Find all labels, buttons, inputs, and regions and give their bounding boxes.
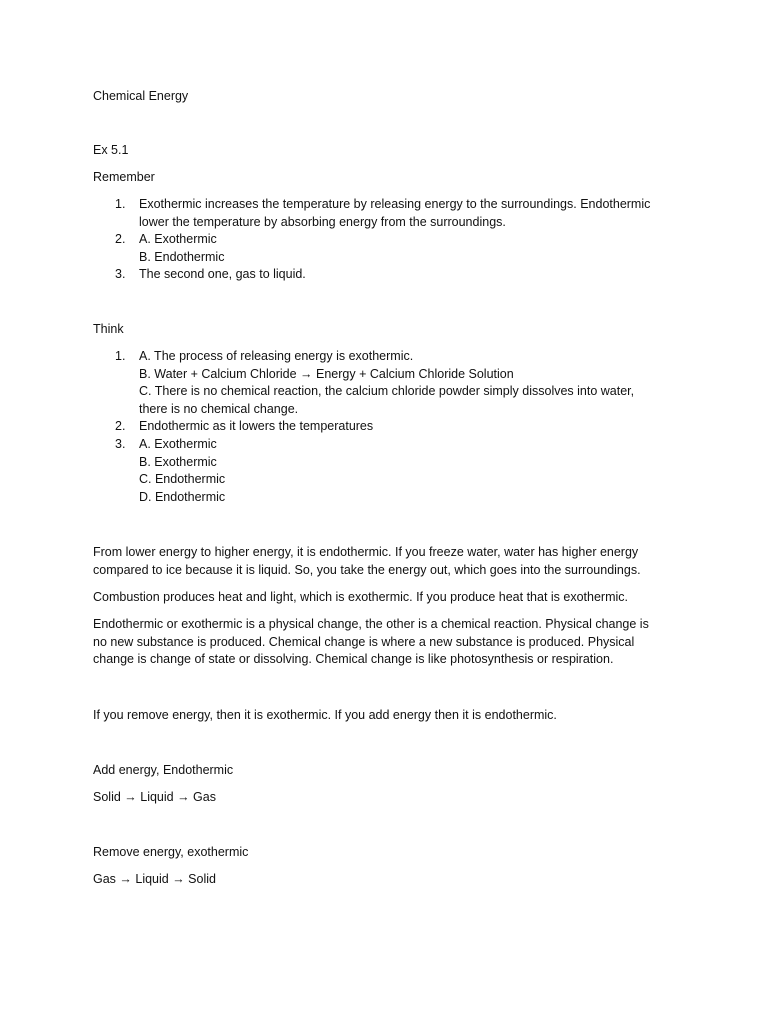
- think-item-3: [93, 436, 683, 506]
- list-line: C. Endothermic: [139, 472, 226, 487]
- paragraph-line: Endothermic or exothermic is a physical change, the other is a chemical reaction. Physical change is: [93, 617, 649, 631]
- list-line: C. There is no chemical reaction, the calcium chloride powder simply dissolves into water,: [139, 384, 635, 399]
- paragraph-remove-add-energy: [93, 707, 683, 725]
- list-line: The second one, gas to liquid.: [139, 267, 306, 282]
- list-line: B. Endothermic: [139, 249, 225, 264]
- add-energy-heading: [93, 762, 683, 780]
- paragraph-line: Solid → Liquid → Gas: [93, 790, 216, 804]
- think-item-1: [93, 348, 683, 418]
- paragraph-line: compared to ice because it is liquid. So, you take the energy out, which goes into the surroundings.: [93, 562, 641, 577]
- remember-heading-text: Remember: [93, 170, 155, 184]
- remember-item-2: [93, 231, 683, 266]
- title-text: Chemical Energy: [93, 89, 189, 103]
- list-line: lower the temperature by absorbing energy from the surroundings.: [139, 214, 506, 229]
- list-line: Exothermic increases the temperature by releasing energy to the surroundings. Endothermic: [139, 197, 651, 211]
- paragraph-line: From lower energy to higher energy, it is endothermic. If you freeze water, water has higher energy: [93, 545, 639, 559]
- remove-energy-heading: [93, 844, 683, 862]
- exercise-text: Ex 5.1: [93, 143, 129, 157]
- list-line: A. Exothermic: [139, 436, 217, 451]
- list-number: 2.: [115, 419, 126, 434]
- list-line: A. The process of releasing energy is exothermic.: [139, 349, 414, 363]
- remember-item-1: [93, 196, 683, 231]
- list-number: 1.: [115, 197, 126, 211]
- paragraph-line: change is change of state or dissolving. Chemical change is like photosynthesis or respiration.: [93, 652, 614, 667]
- paragraph-combustion: [93, 589, 683, 607]
- list-line: D. Endothermic: [139, 489, 226, 504]
- think-item-2: [93, 418, 683, 436]
- list-number: 2.: [115, 232, 126, 247]
- remember-item-3: [93, 266, 683, 284]
- paragraph-line: Combustion produces heat and light, which is exothermic. If you produce heat that is exothermic.: [93, 590, 629, 604]
- list-line: A. Exothermic: [139, 232, 217, 247]
- list-line: B. Water + Calcium Chloride → Energy + Calcium Chloride Solution: [139, 366, 514, 381]
- document-title: [93, 88, 683, 106]
- paragraph-line: Gas → Liquid → Solid: [93, 872, 216, 886]
- add-energy-sequence: [93, 789, 683, 807]
- remember-heading: [93, 169, 683, 187]
- paragraph-line: Add energy, Endothermic: [93, 763, 234, 777]
- list-line: there is no chemical change.: [139, 401, 299, 416]
- exercise-label: [93, 142, 683, 160]
- remove-energy-sequence: [93, 871, 683, 889]
- list-line: Endothermic as it lowers the temperatures: [139, 419, 374, 434]
- think-list: [93, 348, 683, 506]
- paragraph-physical-chemical: [93, 616, 683, 669]
- list-number: 3.: [115, 267, 126, 282]
- paragraph-energy-change: [93, 544, 683, 579]
- list-number: 3.: [115, 436, 126, 451]
- think-heading: [93, 321, 683, 339]
- think-heading-text: Think: [93, 322, 124, 336]
- list-line: B. Exothermic: [139, 454, 217, 469]
- remember-list: [93, 196, 683, 284]
- list-number: 1.: [115, 349, 126, 363]
- paragraph-line: If you remove energy, then it is exothermic. If you add energy then it is endothermic.: [93, 708, 557, 722]
- paragraph-line: no new substance is produced. Chemical change is where a new substance is produced. Physical: [93, 634, 635, 649]
- paragraph-line: Remove energy, exothermic: [93, 845, 249, 859]
